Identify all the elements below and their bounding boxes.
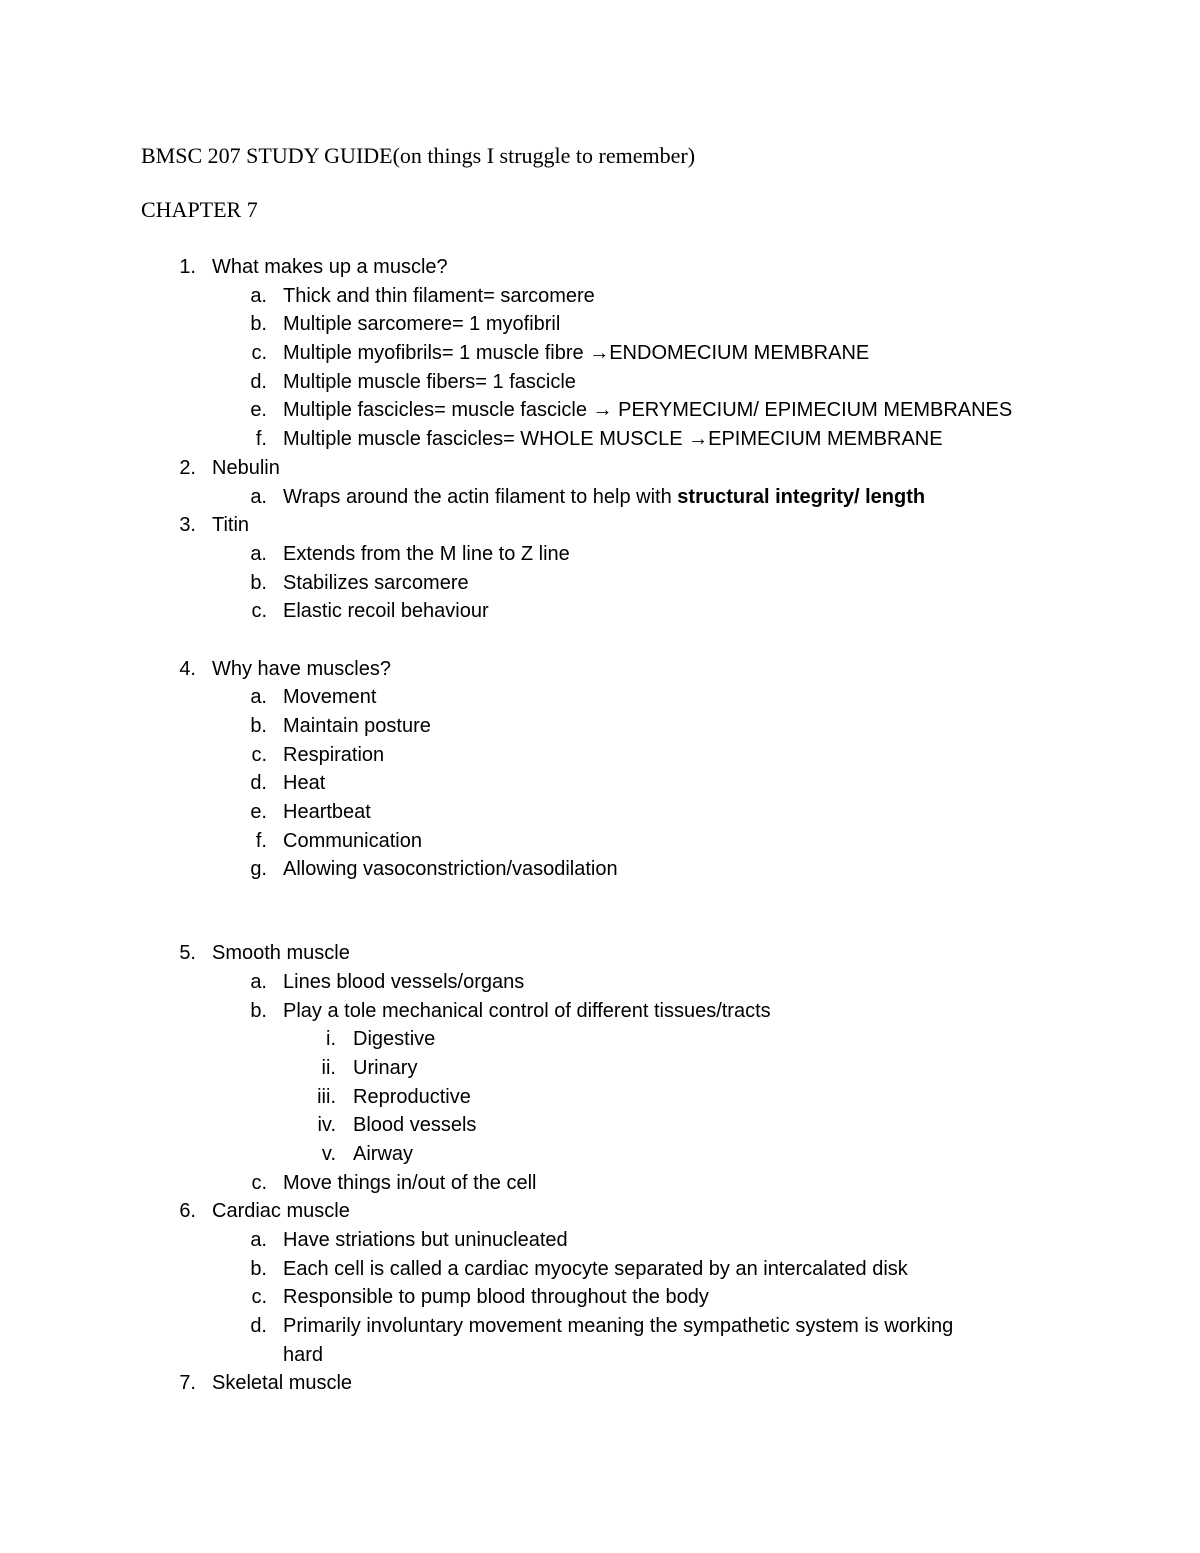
item-text: Primarily involuntary movement meaning the sympathetic system is working bbox=[283, 1315, 954, 1338]
outline-subitem bbox=[0, 597, 1200, 626]
item-text: Thick and thin filament= sarcomere bbox=[283, 284, 595, 307]
chapter-heading: CHAPTER 7 bbox=[141, 197, 258, 222]
item-number: 7. bbox=[179, 1372, 196, 1395]
item-text: Smooth muscle bbox=[212, 942, 350, 965]
item-number: iii. bbox=[317, 1085, 336, 1108]
outline-subsubitem bbox=[0, 1140, 1200, 1169]
item-number: 2. bbox=[179, 456, 196, 479]
item-text: Play a tole mechanical control of different tissues/tracts bbox=[283, 999, 771, 1022]
item-number: a. bbox=[250, 284, 267, 307]
item-number: b. bbox=[250, 571, 267, 594]
item-number: f. bbox=[255, 829, 267, 852]
outline-subitem bbox=[0, 339, 1200, 368]
blank-line bbox=[0, 884, 1200, 939]
item-text: Multiple muscle fascicles= WHOLE MUSCLE →EPIMECIUM MEMBRANE bbox=[283, 428, 943, 451]
outline-continuation bbox=[0, 1341, 1200, 1370]
item-text: Heartbeat bbox=[283, 801, 371, 824]
outline-subitem bbox=[0, 968, 1200, 997]
item-text: Have striations but uninucleated bbox=[283, 1229, 568, 1251]
outline-subsubitem bbox=[0, 1111, 1200, 1140]
item-bold-text: structural integrity/ length bbox=[677, 485, 926, 508]
item-text: Nebulin bbox=[212, 456, 280, 479]
item-number: b. bbox=[250, 715, 267, 737]
item-text: hard bbox=[283, 1343, 324, 1366]
item-number: e. bbox=[250, 399, 267, 422]
outline-item bbox=[0, 1369, 1200, 1398]
item-number: g. bbox=[250, 858, 267, 881]
item-number: c. bbox=[251, 1171, 267, 1194]
item-text: Extends from the M line to Z line bbox=[283, 542, 570, 565]
outline-subitem bbox=[0, 1255, 1200, 1284]
item-number: i. bbox=[326, 1028, 336, 1051]
outline-subitem bbox=[0, 540, 1200, 569]
item-number: c. bbox=[251, 743, 267, 766]
item-text: Titin bbox=[212, 514, 250, 537]
item-number: 6. bbox=[179, 1200, 196, 1223]
item-number: c. bbox=[251, 1286, 267, 1309]
item-text: Multiple muscle fibers= 1 fascicle bbox=[283, 370, 576, 393]
outline-subitem bbox=[0, 683, 1200, 712]
study-outline bbox=[0, 253, 1200, 1398]
item-text: Each cell is called a cardiac myocyte separated by an intercalated disk bbox=[283, 1257, 908, 1280]
item-text: Allowing vasoconstriction/vasodilation bbox=[283, 858, 618, 881]
item-number: c. bbox=[251, 600, 267, 623]
item-text: Stabilizes sarcomere bbox=[283, 571, 469, 594]
item-text: Lines blood vessels/organs bbox=[283, 970, 525, 993]
item-number: d. bbox=[250, 370, 267, 393]
item-text: Move things in/out of the cell bbox=[283, 1171, 537, 1194]
item-text: Elastic recoil behaviour bbox=[283, 600, 489, 623]
outline-subitem bbox=[0, 1169, 1200, 1198]
outline-item bbox=[0, 454, 1200, 483]
outline-subitem bbox=[0, 741, 1200, 770]
outline-subitem bbox=[0, 798, 1200, 827]
item-number: ii. bbox=[321, 1056, 336, 1079]
item-text: Cardiac muscle bbox=[212, 1200, 350, 1223]
item-text: Maintain posture bbox=[283, 715, 431, 737]
item-number: v. bbox=[321, 1142, 336, 1165]
outline-subitem bbox=[0, 1312, 1200, 1341]
outline-item bbox=[0, 939, 1200, 968]
item-number: d. bbox=[250, 1315, 267, 1338]
item-number: a. bbox=[250, 970, 267, 993]
item-number: a. bbox=[250, 542, 267, 565]
item-number: b. bbox=[250, 1257, 267, 1280]
item-text: Multiple sarcomere= 1 myofibril bbox=[283, 313, 561, 336]
outline-subitem bbox=[0, 569, 1200, 598]
outline-subitem bbox=[0, 310, 1200, 339]
item-number: c. bbox=[251, 342, 267, 365]
item-number: f. bbox=[255, 428, 267, 451]
outline-subitem bbox=[0, 1283, 1200, 1312]
item-text: Communication bbox=[283, 829, 422, 852]
item-text: Heat bbox=[283, 772, 326, 795]
outline-subitem bbox=[0, 1226, 1200, 1255]
item-text: Digestive bbox=[353, 1028, 436, 1051]
document-title: BMSC 207 STUDY GUIDE(on things I struggle to remember) bbox=[141, 143, 696, 168]
item-text: Airway bbox=[353, 1142, 414, 1165]
outline-subitem bbox=[0, 712, 1200, 741]
item-text: Multiple fascicles= muscle fascicle → PERYMECIUM/ EPIMECIUM MEMBRANES bbox=[283, 399, 1013, 422]
item-text: Urinary bbox=[353, 1056, 418, 1079]
item-number: 3. bbox=[179, 514, 196, 537]
outline-subitem bbox=[0, 396, 1200, 425]
blank-line bbox=[0, 626, 1200, 655]
item-number: b. bbox=[250, 999, 267, 1022]
item-text: Why have muscles? bbox=[212, 657, 391, 680]
item-text: Blood vessels bbox=[353, 1114, 477, 1137]
outline-subitem bbox=[0, 827, 1200, 856]
item-text: Multiple myofibrils= 1 muscle fibre →ENDOMECIUM MEMBRANE bbox=[283, 342, 870, 365]
item-number: a. bbox=[250, 1229, 267, 1251]
outline-item bbox=[0, 511, 1200, 540]
outline-subitem bbox=[0, 368, 1200, 397]
item-number: e. bbox=[250, 801, 267, 824]
item-text: What makes up a muscle? bbox=[212, 256, 448, 278]
outline-subitem bbox=[0, 483, 1200, 512]
outline-subsubitem bbox=[0, 1083, 1200, 1112]
outline-item bbox=[0, 1197, 1200, 1226]
item-number: d. bbox=[250, 772, 267, 795]
item-number: b. bbox=[250, 313, 267, 336]
item-text: Reproductive bbox=[353, 1085, 471, 1108]
item-text: Wraps around the actin filament to help with structural integrity/ length bbox=[283, 485, 926, 508]
outline-subitem bbox=[0, 997, 1200, 1026]
outline-subitem bbox=[0, 855, 1200, 884]
outline-subsubitem bbox=[0, 1054, 1200, 1083]
item-text: Movement bbox=[283, 686, 377, 709]
item-number: iv. bbox=[317, 1114, 336, 1137]
outline-subitem bbox=[0, 282, 1200, 311]
item-number: a. bbox=[250, 485, 267, 508]
outline-subitem bbox=[0, 425, 1200, 454]
outline-item bbox=[0, 253, 1200, 282]
item-number: 1. bbox=[179, 256, 196, 278]
item-number: 5. bbox=[179, 942, 196, 965]
item-text: Responsible to pump blood throughout the body bbox=[283, 1286, 709, 1309]
item-number: 4. bbox=[179, 657, 196, 680]
outline-subsubitem bbox=[0, 1025, 1200, 1054]
item-number: a. bbox=[250, 686, 267, 709]
outline-item bbox=[0, 655, 1200, 684]
item-text: Respiration bbox=[283, 743, 385, 766]
outline-subitem bbox=[0, 769, 1200, 798]
item-text: Skeletal muscle bbox=[212, 1372, 353, 1395]
